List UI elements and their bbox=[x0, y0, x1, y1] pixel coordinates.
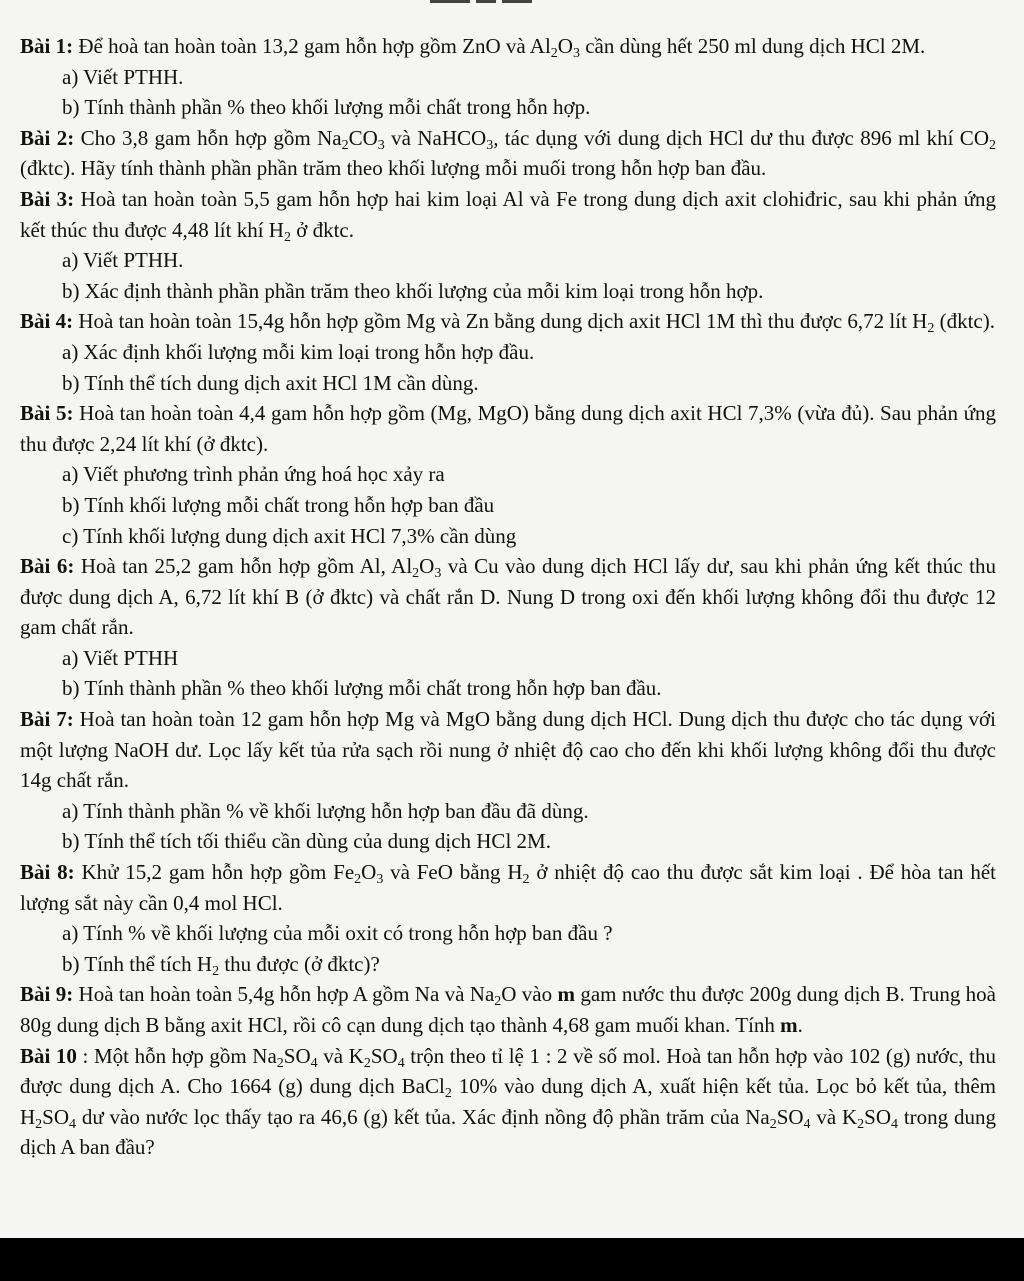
bottom-black-bar bbox=[0, 1238, 1024, 1281]
problem-list bbox=[20, 31, 996, 1163]
problem-7 bbox=[20, 704, 996, 796]
problem-5-part: b) Tính khối lượng mỗi chất trong hỗn hợp ban đầu bbox=[62, 492, 495, 517]
problem-text: Hoà tan hoàn toàn 5,5 gam hỗn hợp hai kim loại Al và Fe trong dung dịch axit clohiđric, sau khi phản ứng kết thúc thu được 4,48 lít khí $H_2$ ở đktc. bbox=[20, 186, 996, 245]
problem-text: Để hoà tan hoàn toàn 13,2 gam hỗn hợp gồm ZnO và $Al_2O_3$ cần dùng hết 250 ml dung dịch HCl 2M. bbox=[73, 34, 926, 61]
problem-7-part: b) Tính thể tích tối thiểu cần dùng của dung dịch HCl 2M. bbox=[62, 829, 551, 854]
problem-10 bbox=[20, 1041, 996, 1163]
problem-1-part: b) Tính thành phần % theo khối lượng mỗi chất trong hỗn hợp. bbox=[62, 95, 591, 120]
problem-label: Bài 3: bbox=[20, 186, 75, 211]
problem-4-part: a) Xác định khối lượng mỗi kim loại trong hỗn hợp đầu. bbox=[62, 339, 535, 364]
problem-text: Hoà tan hoàn toàn 15,4g hỗn hợp gồm Mg và Zn bằng dung dịch axit HCl 1M thì thu được 6,72 lít $H_2$ (đktc). bbox=[73, 309, 996, 337]
problem-label: Bài 5: bbox=[20, 401, 74, 426]
problem-label: Bài 10 bbox=[20, 1043, 77, 1068]
problem-4 bbox=[20, 306, 996, 337]
problem-text: : Một hỗn hợp gồm $Na_2SO_4$ và $K_2SO_4$ trộn theo tỉ lệ 1 : 2 về số mol. Hoà tan hỗn hợp vào 102 (g) nước, thu được dung dịch A. Cho 1664 (g) dung dịch BaCl$_2$ 10% vào dung dịch A, xuất hiện kết tủa. Lọc bỏ kết tủa, thêm $H_2SO_4$ dư vào nước lọc thấy tạo ra 46,6 (g) kết tủa. Xác định nồng độ phần trăm của $Na_2SO_4$ và $K_2SO_4$ trong dung dịch A ban đầu? bbox=[20, 1043, 997, 1160]
problem-text: Hoà tan hoàn toàn 5,4g hỗn hợp A gồm Na và $Na_2O$ vào m gam nước thu được 200g dung dịch B. Trung hoà 80g dung dịch B bằng axit HCl, rồi cô cạn dung dịch tạo thành 4,68 gam muối khan. Tính m. bbox=[20, 982, 996, 1037]
problem-6-part: a) Viết PTHH bbox=[62, 645, 179, 670]
problem-2 bbox=[20, 123, 996, 184]
problem-5-part: a) Viết phương trình phản ứng hoá học xảy ra bbox=[62, 462, 445, 487]
problem-5 bbox=[20, 398, 996, 459]
problem-9 bbox=[20, 979, 996, 1040]
problem-7-part: a) Tính thành phần % về khối lượng hỗn hợp ban đầu đã dùng. bbox=[62, 798, 589, 823]
problem-text: Cho 3,8 gam hỗn hợp gồm $Na_2CO_3$ và NaHCO$_3$, tác dụng với dung dịch HCl dư thu được 896 ml khí $CO_2$ (đktc). Hãy tính thành phần phần trăm theo khối lượng mỗi muối trong hỗn hợp ban đầu. bbox=[20, 125, 996, 181]
problem-label: Bài 1: bbox=[20, 34, 74, 58]
problem-4-part: b) Tính thể tích dung dịch axit HCl 1M cần dùng. bbox=[62, 370, 479, 395]
problem-text: Hoà tan hoàn toàn 4,4 gam hỗn hợp gồm (Mg, MgO) bằng dung dịch axit HCl 7,3% (vừa đủ). Sau phản ứng thu được 2,24 lít khí (ở đktc). bbox=[20, 401, 996, 456]
problem-6-part: b) Tính thành phần % theo khối lượng mỗi chất trong hỗn hợp ban đầu. bbox=[62, 676, 662, 701]
problem-3-part: b) Xác định thành phần phần trăm theo khối lượng của mỗi kim loại trong hỗn hợp. bbox=[62, 278, 764, 303]
problem-1 bbox=[20, 31, 996, 62]
problem-label: Bài 6: bbox=[20, 554, 75, 579]
problem-8-part: a) Tính % về khối lượng của mỗi oxit có trong hỗn hợp ban đầu ? bbox=[62, 921, 613, 946]
problem-label: Bài 7: bbox=[20, 707, 74, 732]
problem-8-part: b) Tính thể tích $H_2$ thu được (ở đktc)? bbox=[62, 951, 380, 979]
problem-label: Bài 8: bbox=[20, 860, 75, 885]
problem-text: Khử 15,2 gam hỗn hợp gồm $Fe_2O_3$ và FeO bằng $H_2$ ở nhiệt độ cao thu được sắt kim loại . Để hòa tan hết lượng sắt này cần 0,4 mol HCl. bbox=[20, 860, 996, 915]
problem-3 bbox=[20, 184, 996, 245]
problem-1-part: a) Viết PTHH. bbox=[62, 64, 184, 89]
problem-label: Bài 9: bbox=[20, 982, 74, 1007]
problem-label: Bài 4: bbox=[20, 309, 74, 334]
top-edge-mark bbox=[430, 0, 600, 6]
problem-text: Hoà tan 25,2 gam hỗn hợp gồm Al, $Al_2O_3$ và Cu vào dung dịch HCl lấy dư, sau khi phản ứng kết thúc thu được dung dịch A, 6,72 lít khí B (ở đktc) và chất rắn D. Nung D trong oxi đến khối lượng không đổi thu được 12 gam chất rắn. bbox=[20, 554, 996, 640]
problem-5-part: c) Tính khối lượng dung dịch axit HCl 7,3% cần dùng bbox=[62, 523, 517, 548]
problem-label: Bài 2: bbox=[20, 125, 75, 150]
problem-3-part: a) Viết PTHH. bbox=[62, 248, 184, 273]
problem-8 bbox=[20, 857, 996, 918]
problem-6 bbox=[20, 551, 996, 643]
problem-text: Hoà tan hoàn toàn 12 gam hỗn hợp Mg và MgO bằng dung dịch HCl. Dung dịch thu được cho tác dụng với một lượng NaOH dư. Lọc lấy kết tủa rửa sạch rồi nung ở nhiệt độ cao cho đến khi khối lượng không đổi thu được 14g chất rắn. bbox=[20, 707, 996, 793]
